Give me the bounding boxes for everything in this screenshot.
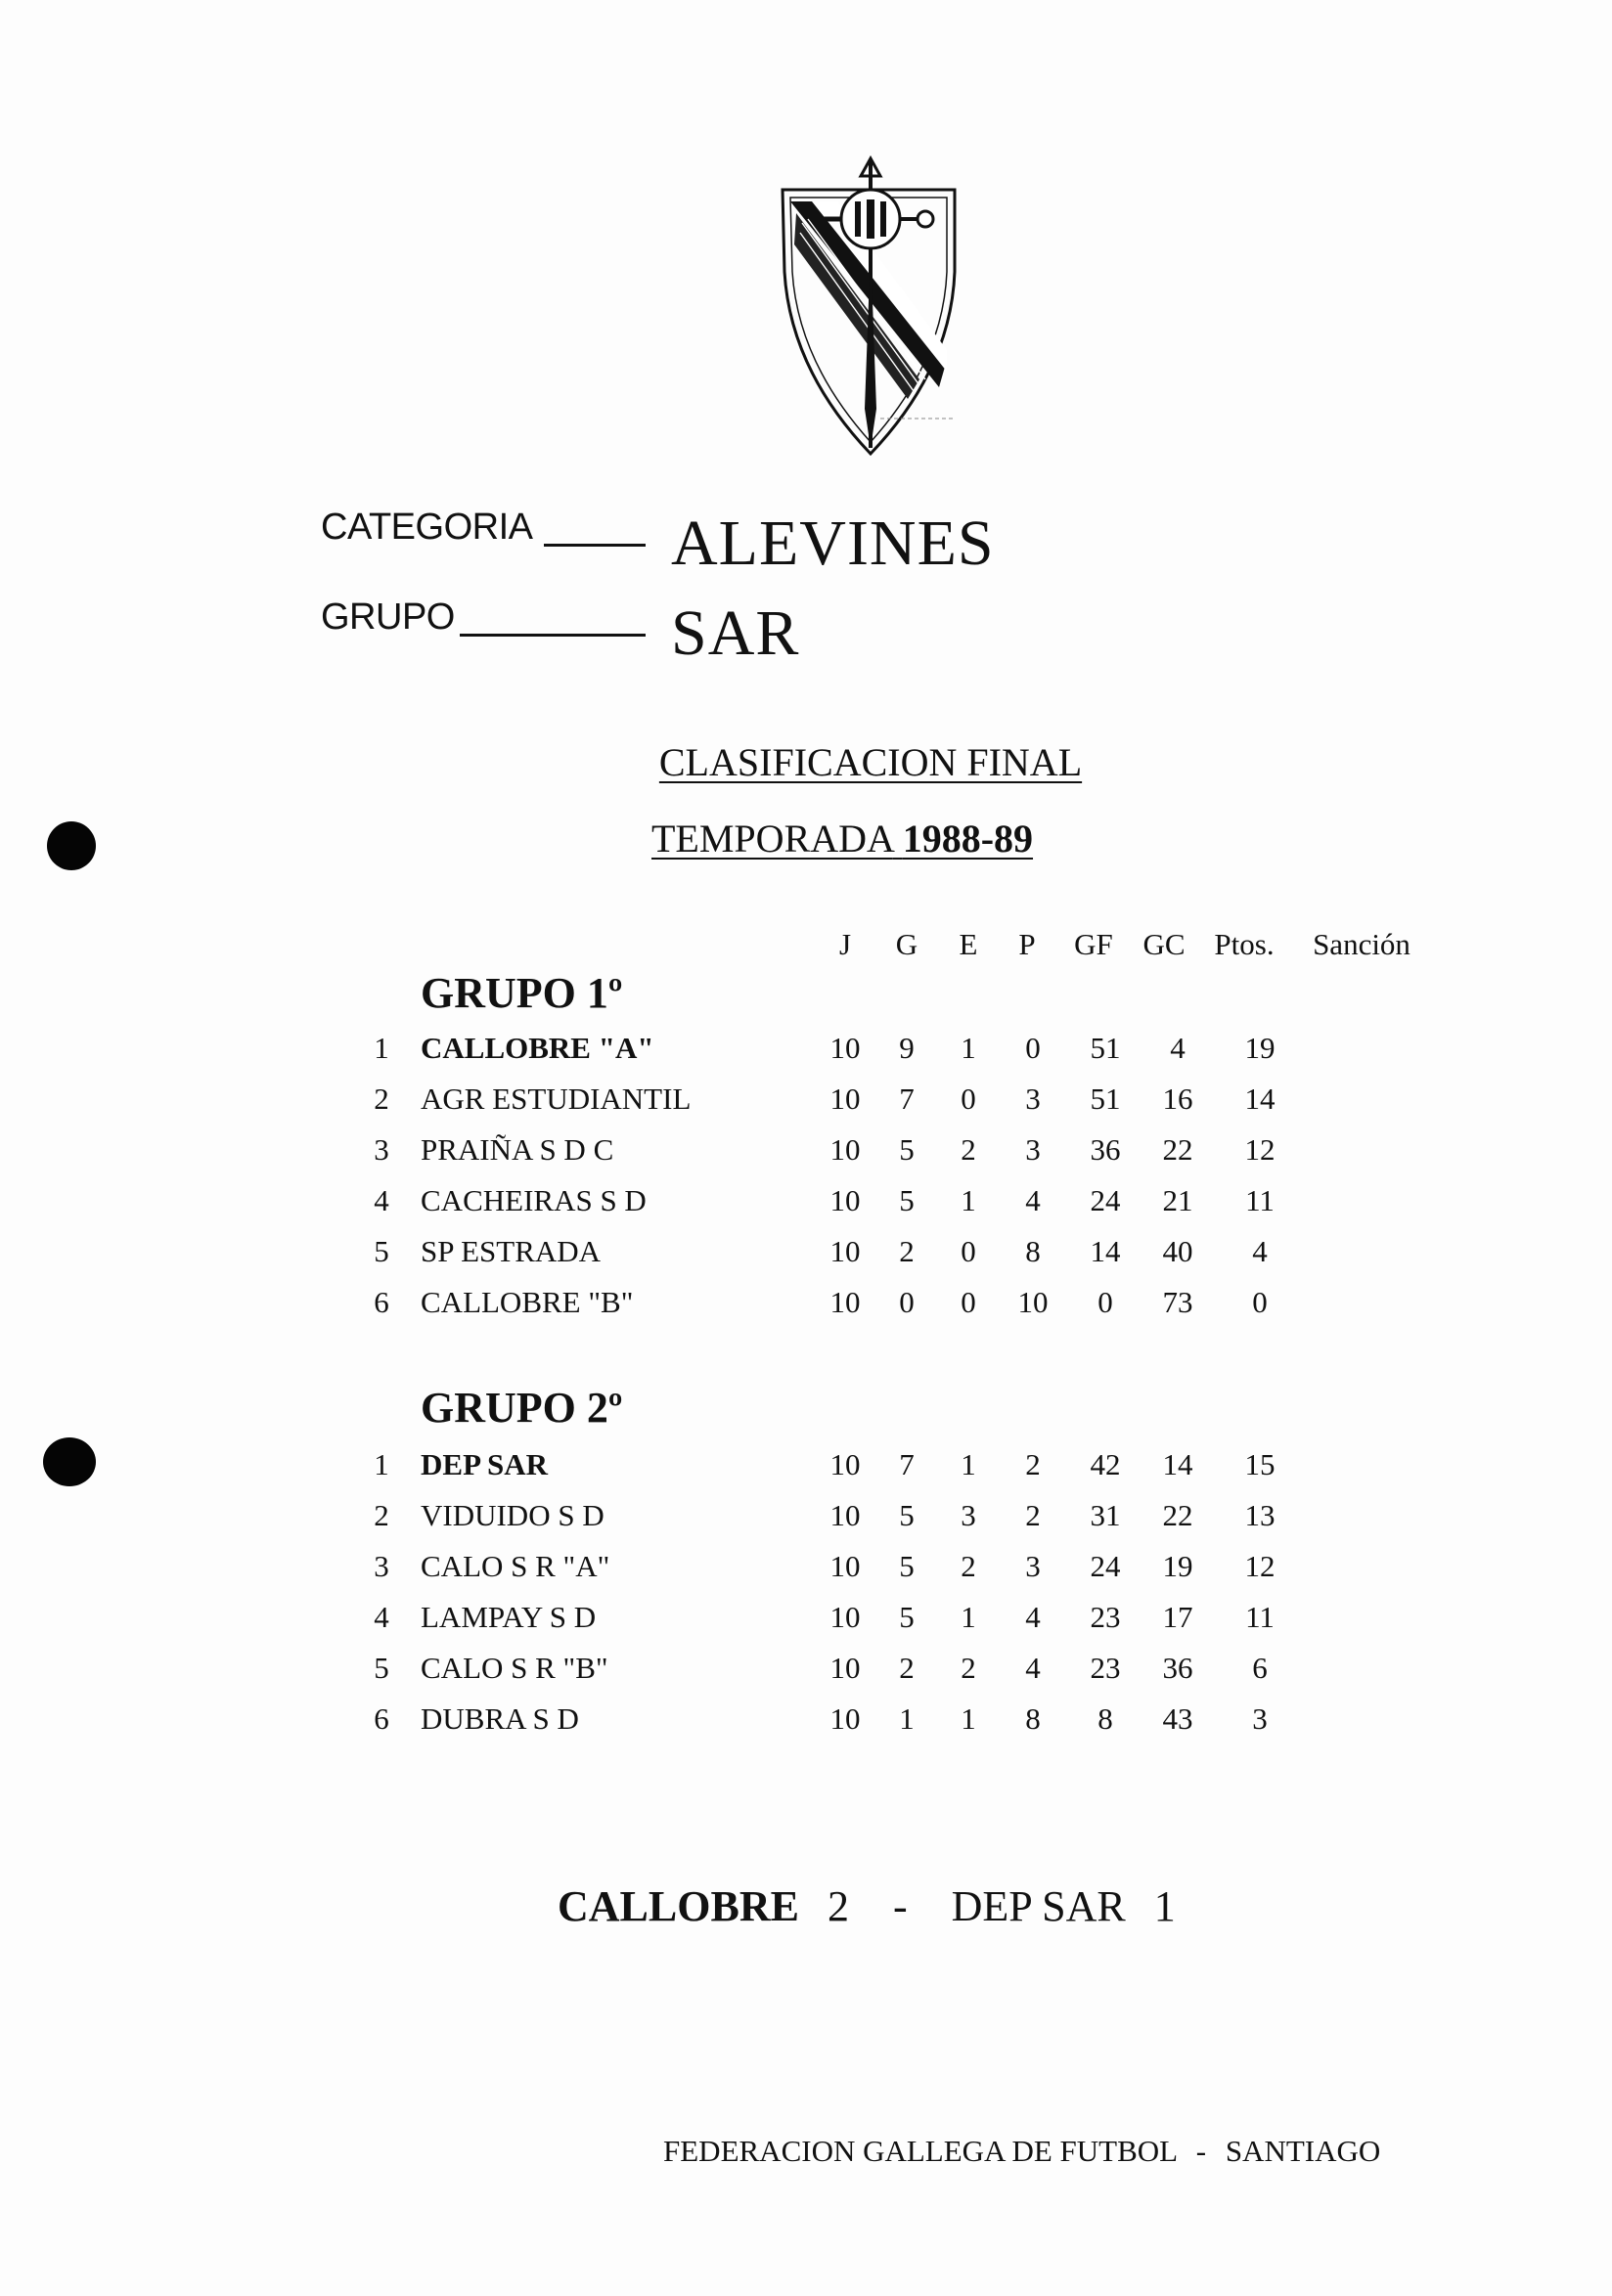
group-1-title: GRUPO 1º bbox=[421, 969, 623, 1017]
row-gf: 14 bbox=[1090, 1234, 1121, 1268]
row-ptos: 3 bbox=[1252, 1701, 1268, 1736]
row-p: 0 bbox=[1025, 1031, 1041, 1065]
col-header-ptos: Ptos. bbox=[1214, 927, 1275, 961]
final-team1: CALLOBRE bbox=[558, 1882, 799, 1930]
row-e: 1 bbox=[961, 1183, 976, 1217]
grupo-label: GRUPO bbox=[321, 596, 455, 638]
col-header-gf: GF bbox=[1074, 927, 1113, 961]
row-e: 0 bbox=[961, 1082, 976, 1116]
row-g: 2 bbox=[899, 1651, 915, 1685]
row-gf: 23 bbox=[1090, 1600, 1121, 1634]
row-team: DEP SAR bbox=[421, 1447, 549, 1481]
final-separator: - bbox=[892, 1882, 908, 1930]
row-team: CALLOBRE "B" bbox=[421, 1285, 634, 1319]
row-j: 10 bbox=[829, 1600, 861, 1634]
row-g: 5 bbox=[899, 1183, 915, 1217]
temporada-value: 1988-89 bbox=[902, 817, 1034, 861]
row-ptos: 13 bbox=[1244, 1498, 1276, 1532]
row-team: DUBRA S D bbox=[421, 1701, 579, 1736]
final-match bbox=[558, 1881, 1176, 1931]
categoria-value: ALEVINES bbox=[671, 508, 995, 579]
row-ptos: 4 bbox=[1252, 1234, 1268, 1268]
row-team: CACHEIRAS S D bbox=[421, 1183, 647, 1217]
row-e: 0 bbox=[961, 1234, 976, 1268]
row-p: 3 bbox=[1025, 1132, 1041, 1167]
row-g: 0 bbox=[899, 1285, 915, 1319]
categoria-label: CATEGORIA bbox=[321, 507, 533, 548]
row-e: 2 bbox=[961, 1549, 976, 1583]
footer-city: SANTIAGO bbox=[1225, 2134, 1381, 2168]
table-row bbox=[0, 1183, 1612, 1234]
col-header-j: J bbox=[838, 927, 852, 961]
row-p: 8 bbox=[1025, 1234, 1041, 1268]
row-j: 10 bbox=[829, 1031, 861, 1065]
row-g: 2 bbox=[899, 1234, 915, 1268]
row-g: 5 bbox=[899, 1498, 915, 1532]
row-gf: 0 bbox=[1097, 1285, 1113, 1319]
federation-crest-logo bbox=[773, 155, 968, 460]
row-e: 3 bbox=[961, 1498, 976, 1532]
row-gc: 16 bbox=[1162, 1082, 1193, 1116]
row-e: 2 bbox=[961, 1132, 976, 1167]
row-j: 10 bbox=[829, 1285, 861, 1319]
final-score1: 2 bbox=[827, 1882, 849, 1930]
row-g: 9 bbox=[899, 1031, 915, 1065]
grupo-value: SAR bbox=[671, 597, 800, 669]
row-e: 1 bbox=[961, 1447, 976, 1481]
row-team: LAMPAY S D bbox=[421, 1600, 597, 1634]
row-ptos: 15 bbox=[1244, 1447, 1276, 1481]
row-gc: 43 bbox=[1162, 1701, 1193, 1736]
row-team: VIDUIDO S D bbox=[421, 1498, 604, 1532]
row-gc: 22 bbox=[1162, 1132, 1193, 1167]
row-position: 2 bbox=[374, 1498, 389, 1532]
row-team: PRAIÑA S D C bbox=[421, 1132, 614, 1167]
table-row bbox=[0, 1234, 1612, 1285]
row-p: 2 bbox=[1025, 1447, 1041, 1481]
row-team: SP ESTRADA bbox=[421, 1234, 602, 1268]
row-team: CALLOBRE "A" bbox=[421, 1031, 654, 1065]
table-row bbox=[0, 1132, 1612, 1183]
row-ptos: 14 bbox=[1244, 1082, 1276, 1116]
row-j: 10 bbox=[829, 1234, 861, 1268]
row-ptos: 11 bbox=[1245, 1600, 1275, 1634]
row-p: 4 bbox=[1025, 1651, 1041, 1685]
row-j: 10 bbox=[829, 1132, 861, 1167]
row-j: 10 bbox=[829, 1651, 861, 1685]
row-j: 10 bbox=[829, 1082, 861, 1116]
row-g: 5 bbox=[899, 1132, 915, 1167]
row-gf: 8 bbox=[1097, 1701, 1113, 1736]
row-position: 2 bbox=[374, 1082, 389, 1116]
row-gf: 24 bbox=[1090, 1183, 1121, 1217]
temporada-label: TEMPORADA bbox=[651, 817, 893, 861]
temporada-line bbox=[651, 816, 1033, 861]
row-j: 10 bbox=[829, 1498, 861, 1532]
table-row bbox=[0, 1701, 1612, 1752]
row-ptos: 0 bbox=[1252, 1285, 1268, 1319]
row-gc: 21 bbox=[1162, 1183, 1193, 1217]
row-ptos: 11 bbox=[1245, 1183, 1275, 1217]
row-position: 3 bbox=[374, 1549, 389, 1583]
row-gc: 4 bbox=[1170, 1031, 1186, 1065]
table-row bbox=[0, 1447, 1612, 1498]
row-gf: 51 bbox=[1090, 1082, 1121, 1116]
col-header-p: P bbox=[1018, 927, 1036, 961]
row-e: 1 bbox=[961, 1701, 976, 1736]
row-gc: 19 bbox=[1162, 1549, 1193, 1583]
row-p: 4 bbox=[1025, 1600, 1041, 1634]
row-gc: 73 bbox=[1162, 1285, 1193, 1319]
row-position: 6 bbox=[374, 1285, 389, 1319]
row-p: 3 bbox=[1025, 1082, 1041, 1116]
row-gc: 22 bbox=[1162, 1498, 1193, 1532]
row-p: 8 bbox=[1025, 1701, 1041, 1736]
footer-org: FEDERACION GALLEGA DE FUTBOL bbox=[663, 2134, 1177, 2168]
row-e: 0 bbox=[961, 1285, 976, 1319]
group-2-title: GRUPO 2º bbox=[421, 1384, 623, 1432]
table-row bbox=[0, 1651, 1612, 1701]
row-team: CALO S R "A" bbox=[421, 1549, 610, 1583]
row-e: 2 bbox=[961, 1651, 976, 1685]
footer bbox=[663, 2134, 1380, 2169]
row-g: 7 bbox=[899, 1082, 915, 1116]
clasificacion-title: CLASIFICACION FINAL bbox=[658, 740, 1083, 784]
row-p: 3 bbox=[1025, 1549, 1041, 1583]
row-position: 4 bbox=[374, 1600, 389, 1634]
row-gf: 51 bbox=[1090, 1031, 1121, 1065]
row-g: 1 bbox=[899, 1701, 915, 1736]
row-p: 2 bbox=[1025, 1498, 1041, 1532]
row-position: 1 bbox=[374, 1031, 389, 1065]
table-row bbox=[0, 1082, 1612, 1132]
row-g: 5 bbox=[899, 1600, 915, 1634]
row-p: 10 bbox=[1017, 1285, 1049, 1319]
col-header-g: G bbox=[895, 927, 918, 961]
footer-separator: - bbox=[1195, 2134, 1207, 2168]
row-position: 4 bbox=[374, 1183, 389, 1217]
row-gf: 31 bbox=[1090, 1498, 1121, 1532]
final-score2: 1 bbox=[1153, 1882, 1176, 1930]
row-position: 5 bbox=[374, 1651, 389, 1685]
row-ptos: 12 bbox=[1244, 1132, 1276, 1167]
row-gf: 23 bbox=[1090, 1651, 1121, 1685]
table-row bbox=[0, 1549, 1612, 1600]
row-j: 10 bbox=[829, 1447, 861, 1481]
row-position: 3 bbox=[374, 1132, 389, 1167]
grupo-underline bbox=[460, 634, 646, 637]
row-position: 5 bbox=[374, 1234, 389, 1268]
row-g: 5 bbox=[899, 1549, 915, 1583]
col-header-e: E bbox=[959, 927, 978, 961]
row-gf: 42 bbox=[1090, 1447, 1121, 1481]
table-row bbox=[0, 1031, 1612, 1082]
col-header-sancion: Sanción bbox=[1313, 927, 1410, 961]
row-e: 1 bbox=[961, 1031, 976, 1065]
row-ptos: 19 bbox=[1244, 1031, 1276, 1065]
row-gf: 36 bbox=[1090, 1132, 1121, 1167]
row-gc: 17 bbox=[1162, 1600, 1193, 1634]
final-team2: DEP SAR bbox=[951, 1882, 1126, 1930]
row-gc: 14 bbox=[1162, 1447, 1193, 1481]
row-j: 10 bbox=[829, 1549, 861, 1583]
row-ptos: 6 bbox=[1252, 1651, 1268, 1685]
categoria-underline bbox=[544, 544, 646, 547]
row-gc: 36 bbox=[1162, 1651, 1193, 1685]
row-p: 4 bbox=[1025, 1183, 1041, 1217]
table-row bbox=[0, 1498, 1612, 1549]
row-e: 1 bbox=[961, 1600, 976, 1634]
row-team: CALO S R "B" bbox=[421, 1651, 608, 1685]
table-row bbox=[0, 1285, 1612, 1336]
row-gc: 40 bbox=[1162, 1234, 1193, 1268]
row-gf: 24 bbox=[1090, 1549, 1121, 1583]
table-row bbox=[0, 1600, 1612, 1651]
row-position: 1 bbox=[374, 1447, 389, 1481]
col-header-gc: GC bbox=[1142, 927, 1186, 961]
punch-hole-top bbox=[47, 821, 96, 870]
row-j: 10 bbox=[829, 1183, 861, 1217]
row-ptos: 12 bbox=[1244, 1549, 1276, 1583]
row-j: 10 bbox=[829, 1701, 861, 1736]
row-team: AGR ESTUDIANTIL bbox=[421, 1082, 692, 1116]
row-g: 7 bbox=[899, 1447, 915, 1481]
row-position: 6 bbox=[374, 1701, 389, 1736]
